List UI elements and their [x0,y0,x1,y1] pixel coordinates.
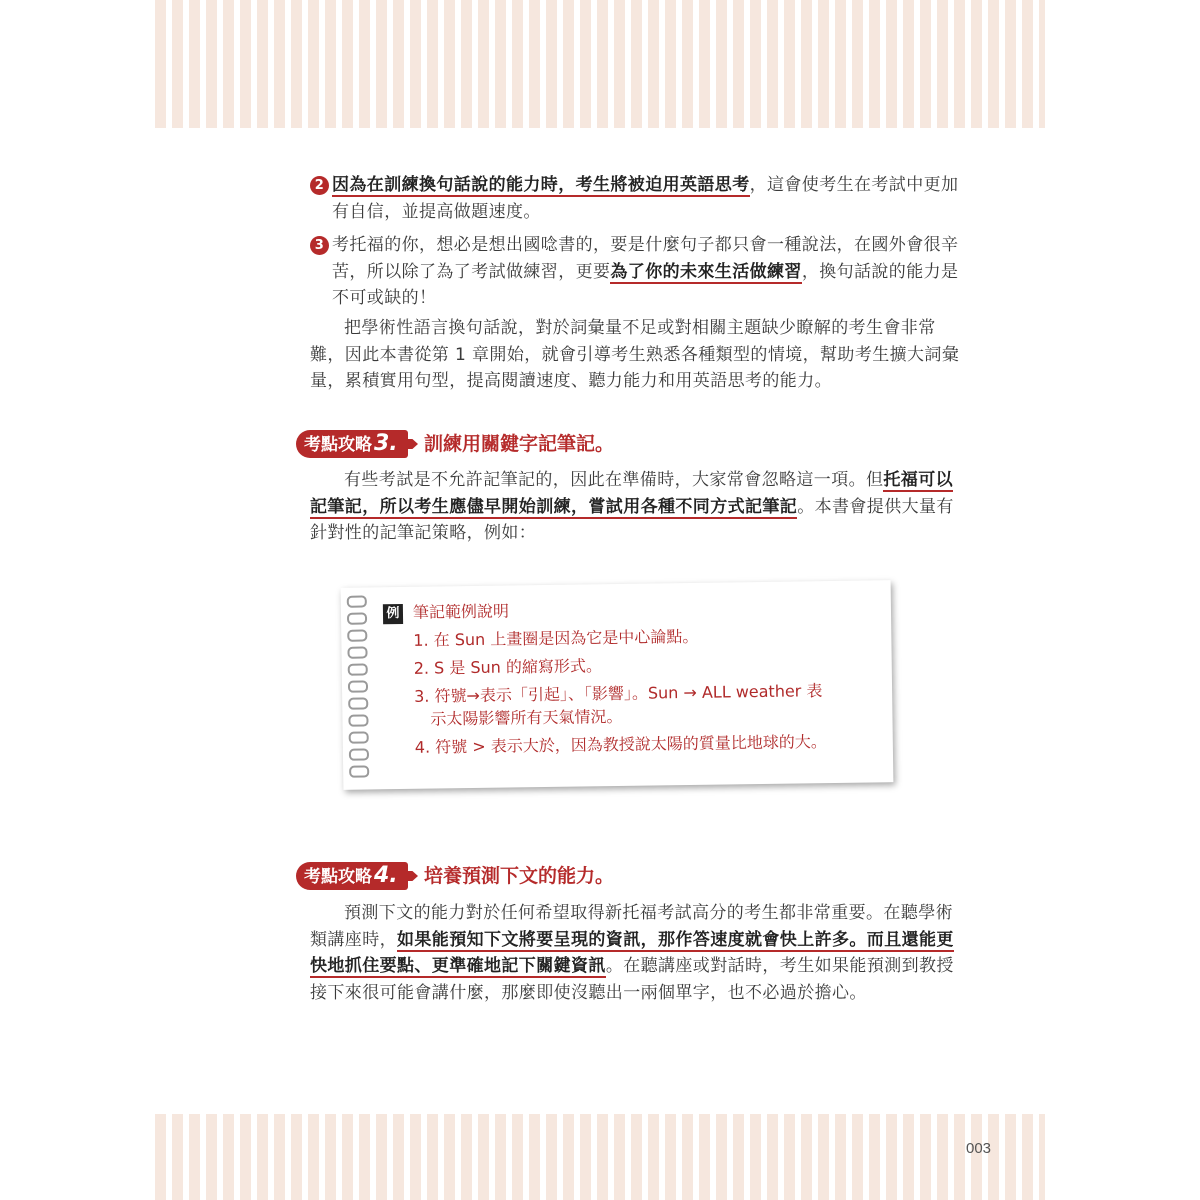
item-3-text-1: 考托福的你，想必是想出國唸書的，要是什麼句子都只會一種說法，在國外會很辛 [332,235,959,255]
section-3-number: 3. [374,431,398,456]
section-3-badge-label: 考點攻略 [304,435,372,455]
spiral-ring [348,697,368,709]
paragraph-1 [310,315,960,395]
section-3-badge [296,430,408,458]
paragraph-1-line-1: 把學術性語言換句話說，對於詞彙量不足或對相關主題缺少瞭解的考生會非常 [344,318,936,338]
item-3 [310,232,959,312]
spiral-ring [347,629,367,641]
note-item-3-line-1: 3. 符號→表示「引起」、「影響」。Sun → ALL weather 表 [414,681,823,706]
spiral-ring [349,748,369,760]
item-2-line-2: 有自信，並提高做題速度。 [332,201,541,222]
paragraph-1-line-3: 量，累積實用句型，提高閱讀速度、聽力能力和用英語思考的能力。 [310,371,832,391]
section-3-line-2 [310,494,954,521]
item-2-rest: ，這會使考生在考試中更加 [749,175,959,195]
note-item-1: 1. 在 Sun 上畫圈是因為它是中心論點。 [413,626,699,650]
note-example-card [341,580,894,790]
header-stripe-band [155,0,1045,128]
spiral-ring [348,680,368,692]
section-4-title: 培養預測下文的能力。 [424,865,615,887]
section-4-line-4: 接下來很可能會講什麼，那麼即使沒聽出一兩個單字，也不必過於擔心。 [310,982,867,1003]
item-3-text-2b: ，換句話說的能力是 [801,261,959,282]
item-3-line-1 [310,232,959,259]
example-tag: 例 [383,604,403,624]
section-3-line-3: 針對性的記筆記策略，例如： [310,523,537,543]
spiral-ring [349,731,369,743]
section-4-body [310,900,954,1006]
spiral-ring [348,663,368,675]
section-3-text-2: 。本書會提供大量有 [797,496,954,517]
section-4-line-3 [310,953,954,980]
section-3-line-1 [310,467,954,494]
section-4-badge-label: 考點攻略 [304,867,372,887]
item-3-highlight: 為了你的未來生活做練習 [610,261,802,282]
section-4-highlight-2: 快地抓住要點、更準確地記下關鍵資訊 [310,956,606,976]
item-3-text-2a: 苦，所以除了為了考試做練習，更要 [332,261,611,282]
section-3-highlight-1: 托福可以 [883,470,954,490]
item-2-highlight: 因為在訓練換句話說的能力時，考生將被迫用英語思考 [332,175,750,195]
section-3-title: 訓練用關鍵字記筆記。 [424,433,615,455]
page-number: 003 [966,1140,992,1157]
item-2-number: 2 [310,176,329,195]
section-3-text-1: 有些考試是不允許記筆記的，因此在準備時，大家常會忽略這一項。但 [344,470,884,490]
section-3-arrow [404,439,418,449]
section-4-line-2 [310,927,954,954]
section-4-badge [296,862,408,890]
note-item-3-line-2: 示太陽影響所有天氣情況。 [430,706,623,729]
spiral-ring [348,714,368,726]
spiral-ring [347,646,367,658]
note-item-4: 4. 符號 > 表示大於，因為教授說太陽的質量比地球的大。 [414,732,827,757]
item-2 [310,172,959,225]
note-item-2: 2. S 是 Sun 的縮寫形式。 [413,656,603,678]
section-4-highlight-1: 如果能預知下文將要呈現的資訊，那作答速度就會快上許多。而且還能更 [397,929,954,950]
item-2-line-1 [310,172,959,199]
section-3-body [310,467,954,547]
spiral-ring [349,765,369,777]
paragraph-1-line-2: 難，因此本書從第 1 章開始，就會引導考生熟悉各種類型的情境，幫助考生擴大詞彙 [310,344,960,365]
spiral-ring [347,595,367,607]
note-title: 筆記範例說明 [412,601,510,622]
note-header [383,600,509,626]
spiral-ring [347,612,367,624]
section-4-text-2: 類講座時， [310,929,397,950]
section-4-arrow [404,871,418,881]
section-4-text-3: 。在聽講座或對話時，考生如果能預測到教授 [605,956,954,976]
item-3-number: 3 [310,236,329,255]
section-4-line-1: 預測下文的能力對於任何希望取得新托福考試高分的考生都非常重要。在聽學術 [344,903,953,923]
section-4-number: 4. [374,863,398,888]
footer-stripe-band [155,1114,1045,1200]
section-3-highlight-2: 記筆記，所以考生應儘早開始訓練，嘗試用各種不同方式記筆記 [310,496,798,517]
item-3-line-2 [310,259,959,286]
item-3-line-3: 不可或缺的！ [332,288,437,308]
